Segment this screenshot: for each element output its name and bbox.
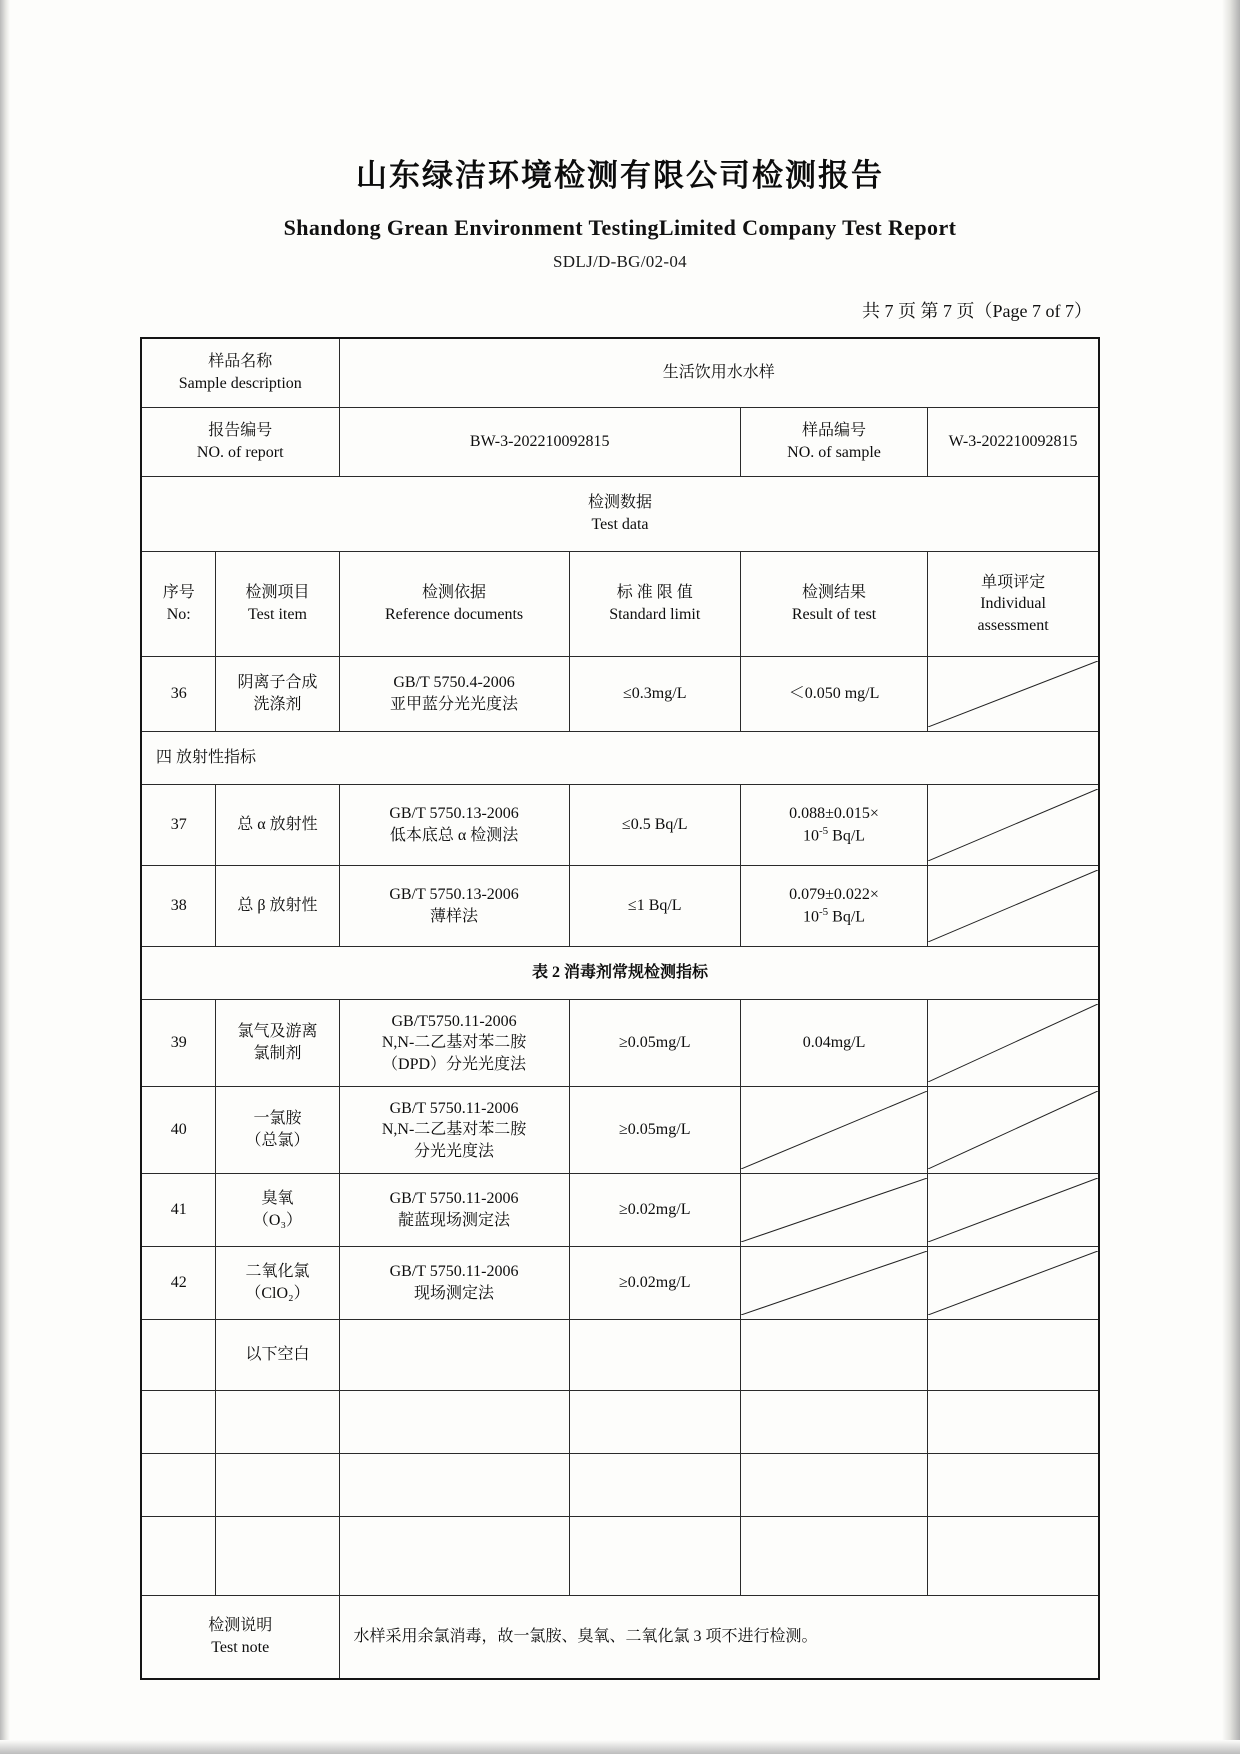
- diagonal-strike-icon: [928, 1251, 1098, 1315]
- row-item-line2: 洗涤剂: [253, 696, 302, 713]
- row-reference-line2: 现场测定法: [414, 1285, 495, 1302]
- row-item: [216, 1000, 339, 1087]
- diagonal-strike-icon: [928, 661, 1098, 727]
- blank-row-no: [141, 1320, 216, 1391]
- table-row-section-radioactivity: [141, 732, 1099, 785]
- table-row-test-data-header: [141, 477, 1099, 552]
- empty-cell: [569, 1391, 740, 1454]
- row-result: [740, 1087, 927, 1174]
- column-header-reference-cn: 检测依据: [422, 584, 487, 602]
- row-reference: [339, 1247, 569, 1320]
- sample-no-label-cn: 样品编号: [802, 422, 867, 440]
- sample-no-label-en: NO. of sample: [787, 444, 881, 461]
- row-reference-line1: GB/T5750.11-2006: [391, 1012, 517, 1030]
- empty-cell: [141, 1391, 216, 1454]
- row-assessment: [928, 657, 1099, 732]
- table-row: [141, 1247, 1099, 1320]
- empty-cell: [740, 1454, 927, 1517]
- sample-description-label: [141, 338, 339, 408]
- row-result: 0.04mg/L: [740, 1000, 927, 1087]
- row-reference-line1: GB/T 5750.11-2006: [389, 1190, 519, 1208]
- column-header-result-en: Result of test: [791, 606, 877, 623]
- empty-cell: [216, 1454, 339, 1517]
- row-limit: ≥0.02mg/L: [569, 1247, 740, 1320]
- row-item-line1: 二氧化氯: [245, 1263, 310, 1281]
- report-no-label-en: NO. of report: [196, 444, 284, 461]
- column-header-no: [141, 552, 216, 657]
- blank-cell-reference: [339, 1320, 569, 1391]
- table-row-empty: [141, 1454, 1099, 1517]
- test-note-text: 水样采用余氯消毒，故一氯胺、臭氧、二氧化氯 3 项不进行检测。: [339, 1596, 1099, 1680]
- empty-cell: [216, 1391, 339, 1454]
- table-row-sample-description: [141, 338, 1099, 408]
- row-reference-line2: 低本底总 α 检测法: [389, 827, 519, 844]
- empty-cell: [339, 1391, 569, 1454]
- row-result: [740, 785, 927, 866]
- row-reference: [339, 866, 569, 947]
- diagonal-strike-icon: [928, 1091, 1098, 1169]
- row-reference-line1: GB/T 5750.11-2006: [389, 1263, 519, 1281]
- column-header-reference: [339, 552, 569, 657]
- row-item: [216, 1087, 339, 1174]
- sample-description-label-en: Sample description: [178, 375, 302, 392]
- sample-no-value: W-3-202210092815: [928, 408, 1099, 477]
- row-no: 36: [141, 657, 216, 732]
- row-no: 39: [141, 1000, 216, 1087]
- row-no: 40: [141, 1087, 216, 1174]
- empty-cell: [339, 1454, 569, 1517]
- column-header-assessment-en1: Individual: [980, 595, 1046, 613]
- row-result-line1: 0.079±0.022×: [789, 885, 879, 903]
- row-item: [216, 1174, 339, 1247]
- column-header-no-en: No:: [166, 606, 191, 623]
- row-reference-line1: GB/T 5750.13-2006: [389, 805, 519, 823]
- row-result: [740, 1174, 927, 1247]
- row-reference-line1: GB/T 5750.4-2006: [393, 674, 515, 692]
- row-result: [740, 866, 927, 947]
- sample-description-label-cn: 样品名称: [208, 353, 273, 371]
- diagonal-strike-icon: [741, 1091, 927, 1169]
- row-no: 38: [141, 866, 216, 947]
- row-item-line2: （O₃）: [252, 1212, 303, 1229]
- empty-cell: [928, 1454, 1099, 1517]
- table-row-empty: [141, 1391, 1099, 1454]
- diagonal-strike-icon: [928, 1004, 1098, 1082]
- row-item-line1: 氯气及游离: [237, 1023, 318, 1041]
- column-header-assessment-cn: 单项评定: [981, 573, 1046, 591]
- row-result-unit: Bq/L: [828, 827, 866, 845]
- section-title-disinfectant: 表 2 消毒剂常规检测指标: [141, 947, 1099, 1000]
- test-data-header-en: Test data: [591, 516, 649, 533]
- row-reference-line1: GB/T 5750.13-2006: [389, 886, 519, 904]
- row-item: 总 β 放射性: [216, 866, 339, 947]
- table-header-row: [141, 552, 1099, 657]
- table-row: [141, 1174, 1099, 1247]
- row-reference-line2: N,N-二乙基对苯二胺: [381, 1121, 527, 1139]
- column-header-item: [216, 552, 339, 657]
- row-reference-line3: 分光光度法: [414, 1142, 495, 1160]
- row-result-exponent: -5: [819, 825, 829, 838]
- sample-description-value: 生活饮用水水样: [339, 338, 1099, 408]
- column-header-limit-cn: 标 准 限 值: [616, 584, 693, 602]
- row-result-exponent: -5: [819, 906, 829, 919]
- row-result: [740, 1247, 927, 1320]
- row-reference-line1: GB/T 5750.11-2006: [389, 1099, 519, 1117]
- row-limit: ≥0.05mg/L: [569, 1000, 740, 1087]
- column-header-limit: [569, 552, 740, 657]
- row-item-line2: （ClO₂）: [245, 1285, 310, 1302]
- row-reference-line3: （DPD）分光光度法: [382, 1055, 527, 1073]
- scan-edge-bottom: [0, 1740, 1240, 1754]
- row-reference: [339, 1174, 569, 1247]
- empty-cell: [141, 1517, 216, 1596]
- column-header-assessment-en2: assessment: [977, 616, 1049, 634]
- blank-marker-label: 以下空白: [216, 1320, 339, 1391]
- empty-cell: [141, 1454, 216, 1517]
- test-data-header: [141, 477, 1099, 552]
- document-code: SDLJ/D-BG/02-04: [553, 252, 687, 271]
- row-item-line2: 氯制剂: [253, 1045, 302, 1062]
- row-item-line2: （总氯）: [245, 1132, 310, 1149]
- report-no-label: [141, 408, 339, 477]
- row-assessment: [928, 866, 1099, 947]
- report-no-value: BW-3-202210092815: [339, 408, 740, 477]
- row-item-line1: 臭氧: [261, 1190, 294, 1208]
- column-header-assessment: [928, 552, 1099, 657]
- row-result: ＜0.050 mg/L: [740, 657, 927, 732]
- row-result-base: 10: [803, 827, 819, 845]
- row-result-line2: [746, 824, 922, 847]
- table-row-report-numbers: [141, 408, 1099, 477]
- row-reference: [339, 1000, 569, 1087]
- table-row-empty: [141, 1517, 1099, 1596]
- row-reference: [339, 657, 569, 732]
- report-title-cn: 山东绿洁环境检测有限公司检测报告: [356, 158, 884, 193]
- test-data-header-cn: 检测数据: [587, 494, 652, 512]
- table-row: [141, 866, 1099, 947]
- test-note-label-en: Test note: [211, 1639, 270, 1656]
- row-result-base: 10: [803, 908, 819, 926]
- row-reference-line2: 亚甲蓝分光光度法: [390, 696, 519, 713]
- diagonal-strike-icon: [741, 1251, 927, 1315]
- page-indicator: 共 7 页 第 7 页（Page 7 of 7）: [862, 301, 1092, 321]
- table-row: [141, 785, 1099, 866]
- blank-cell-result: [740, 1320, 927, 1391]
- row-reference: [339, 1087, 569, 1174]
- empty-cell: [569, 1517, 740, 1596]
- blank-cell-limit: [569, 1320, 740, 1391]
- table-row: [141, 1000, 1099, 1087]
- row-assessment: [928, 1247, 1099, 1320]
- row-no: 37: [141, 785, 216, 866]
- row-result-unit: Bq/L: [828, 908, 866, 926]
- row-limit: ≥0.02mg/L: [569, 1174, 740, 1247]
- empty-cell: [740, 1517, 927, 1596]
- table-row-blank-marker: [141, 1320, 1099, 1391]
- diagonal-strike-icon: [928, 1178, 1098, 1242]
- column-header-item-en: Test item: [248, 606, 307, 623]
- row-item-line1: 阴离子合成: [237, 674, 318, 692]
- test-note-label: [141, 1596, 339, 1680]
- sample-no-label: [740, 408, 927, 477]
- table-row-section-disinfectant: [141, 947, 1099, 1000]
- table-row: [141, 657, 1099, 732]
- column-header-result-cn: 检测结果: [802, 584, 867, 602]
- row-result-line2: [746, 905, 922, 928]
- column-header-item-cn: 检测项目: [245, 584, 310, 602]
- row-limit: ≤1 Bq/L: [569, 866, 740, 947]
- column-header-limit-en: Standard limit: [609, 606, 701, 623]
- row-item: [216, 1247, 339, 1320]
- row-assessment: [928, 785, 1099, 866]
- row-limit: ≤0.3mg/L: [569, 657, 740, 732]
- diagonal-strike-icon: [928, 870, 1098, 942]
- test-note-label-cn: 检测说明: [208, 1617, 273, 1635]
- row-reference-line2: 靛蓝现场测定法: [398, 1212, 511, 1229]
- report-table: [140, 337, 1100, 1680]
- row-item-line1: 一氯胺: [253, 1110, 302, 1128]
- empty-cell: [928, 1517, 1099, 1596]
- report-title-en: Shandong Grean Environment TestingLimited Company Test Report: [283, 215, 957, 240]
- report-no-label-cn: 报告编号: [208, 422, 273, 440]
- empty-cell: [928, 1391, 1099, 1454]
- row-assessment: [928, 1087, 1099, 1174]
- row-reference-line2: N,N-二乙基对苯二胺: [381, 1034, 527, 1052]
- row-no: 41: [141, 1174, 216, 1247]
- row-limit: ≤0.5 Bq/L: [569, 785, 740, 866]
- row-no: 42: [141, 1247, 216, 1320]
- row-reference-line2: 薄样法: [430, 908, 479, 925]
- empty-cell: [569, 1454, 740, 1517]
- table-row: [141, 1087, 1099, 1174]
- column-header-no-cn: 序号: [162, 584, 195, 602]
- empty-cell: [339, 1517, 569, 1596]
- row-item: [216, 657, 339, 732]
- row-assessment: [928, 1000, 1099, 1087]
- empty-cell: [216, 1517, 339, 1596]
- table-row-test-note: [141, 1596, 1099, 1680]
- row-item: 总 α 放射性: [216, 785, 339, 866]
- blank-cell-assessment: [928, 1320, 1099, 1391]
- row-reference: [339, 785, 569, 866]
- row-limit: ≥0.05mg/L: [569, 1087, 740, 1174]
- row-result-line1: 0.088±0.015×: [789, 804, 879, 822]
- diagonal-strike-icon: [928, 789, 1098, 861]
- row-assessment: [928, 1174, 1099, 1247]
- column-header-reference-en: Reference documents: [384, 606, 524, 623]
- diagonal-strike-icon: [741, 1178, 927, 1242]
- section-title-radioactivity: 四 放射性指标: [141, 732, 1099, 785]
- empty-cell: [740, 1391, 927, 1454]
- column-header-result: [740, 552, 927, 657]
